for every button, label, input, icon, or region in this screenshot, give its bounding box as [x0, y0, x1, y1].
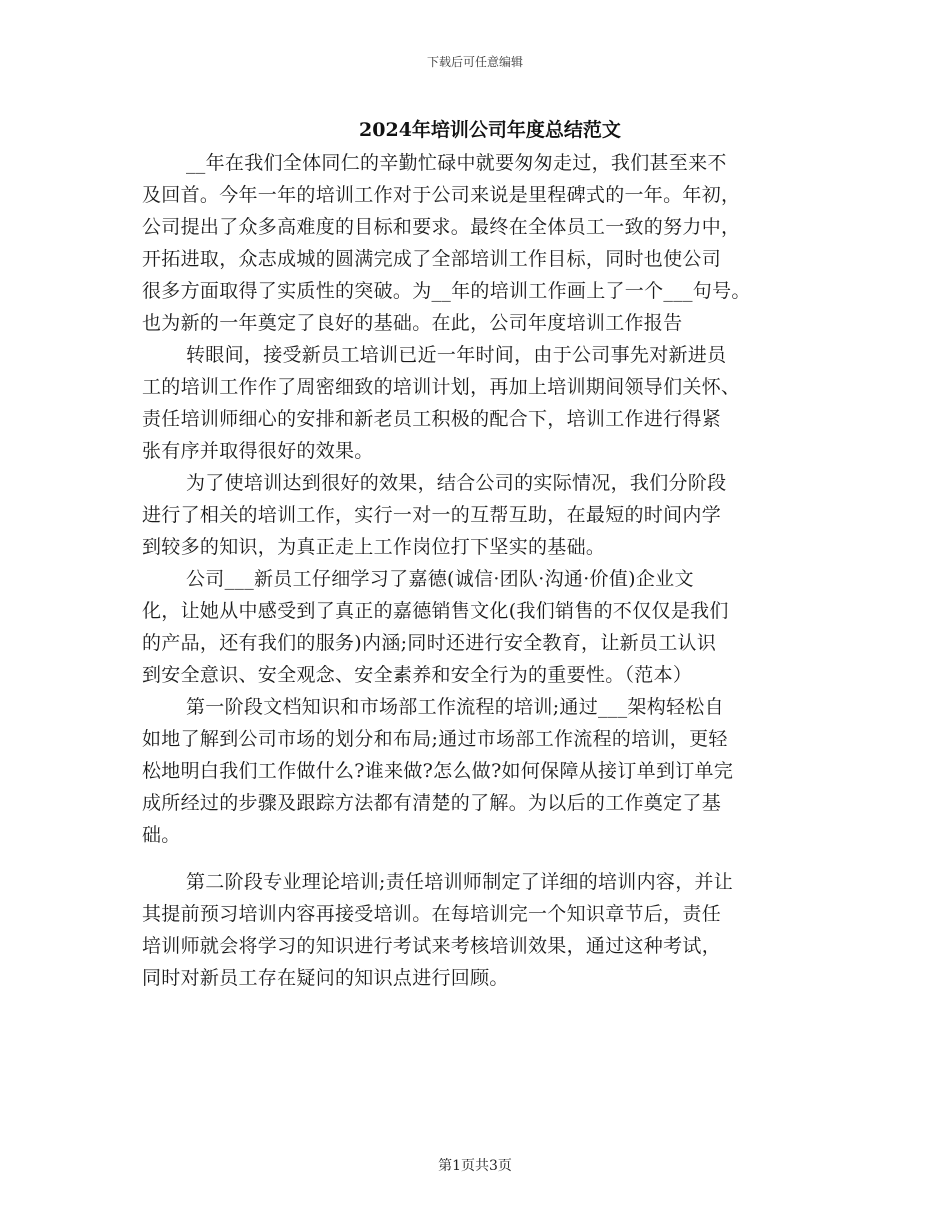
text-line: 开拓进取，众志成城的圆满完成了全部培训工作目标，同时也使公司	[142, 248, 722, 270]
text-line: 到较多的知识，为真正走上工作岗位打下坚实的基础。	[142, 536, 606, 558]
paragraph-1	[142, 147, 832, 339]
text-line: 如地了解到公司市场的划分和布局;通过市场部工作流程的培训，更轻	[142, 728, 728, 750]
text-line: 同时对新员工存在疑问的知识点进行回顾。	[142, 967, 509, 989]
paragraph-6	[142, 866, 832, 994]
paragraph-4	[142, 563, 832, 691]
text-line: 公司___新员工仔细学习了嘉德(诚信·团队·沟通·价值)企业文	[186, 568, 694, 590]
text-line: 责任培训师细心的安排和新老员工积极的配合下，培训工作进行得紧	[142, 408, 722, 430]
text-line: 到安全意识、安全观念、安全素养和安全行为的重要性。（范本）	[142, 664, 693, 686]
text-line: 很多方面取得了实质性的突破。为__年的培训工作画上了一个___句号。	[142, 280, 751, 302]
text-line: 张有序并取得很好的效果。	[142, 440, 374, 462]
document-body	[142, 147, 832, 994]
text-line: 的产品，还有我们的服务)内涵;同时还进行安全教育，让新员工认识	[142, 632, 717, 654]
text-line: 及回首。今年一年的培训工作对于公司来说是里程碑式的一年。年初，	[142, 184, 741, 206]
document-title: 2024年培训公司年度总结范文	[359, 119, 621, 141]
text-line: __年在我们全体同仁的辛勤忙碌中就要匆匆走过，我们甚至来不	[186, 152, 727, 174]
page-header: 下载后可任意编辑	[426, 55, 523, 69]
page-footer: 第1页共3页	[438, 1158, 512, 1174]
text-line: 工的培训工作作了周密细致的培训计划，再加上培训期间领导们关怀、	[142, 376, 741, 398]
paragraph-2	[142, 339, 832, 467]
text-line: 成所经过的步骤及跟踪方法都有清楚的了解。为以后的工作奠定了基	[142, 792, 722, 814]
text-line: 转眼间，接受新员工培训已近一年时间，由于公司事先对新进员	[186, 344, 727, 366]
text-line: 础。	[142, 824, 181, 846]
text-line: 公司提出了众多高难度的目标和要求。最终在全体员工一致的努力中，	[142, 216, 741, 238]
text-line: 也为新的一年奠定了良好的基础。在此，公司年度培训工作报告	[142, 312, 683, 334]
paragraph-3	[142, 467, 832, 563]
text-line: 进行了相关的培训工作，实行一对一的互帮互助，在最短的时间内学	[142, 504, 722, 526]
paragraph-spacer	[142, 851, 832, 866]
text-line: 第一阶段文档知识和市场部工作流程的培训;通过___架构轻松自	[186, 696, 724, 718]
text-line: 其提前预习培训内容再接受培训。在每培训完一个知识章节后，责任	[142, 903, 722, 925]
text-line: 为了使培训达到很好的效果，结合公司的实际情况，我们分阶段	[186, 472, 727, 494]
text-line: 第二阶段专业理论培训;责任培训师制定了详细的培训内容，并让	[186, 871, 734, 893]
text-line: 松地明白我们工作做什么?谁来做?怎么做?如何保障从接订单到订单完	[142, 760, 734, 782]
text-line: 培训师就会将学习的知识进行考试来考核培训效果，通过这种考试，	[142, 935, 722, 957]
text-line: 化，让她从中感受到了真正的嘉德销售文化(我们销售的不仅仅是我们	[142, 600, 729, 622]
paragraph-5	[142, 691, 832, 851]
